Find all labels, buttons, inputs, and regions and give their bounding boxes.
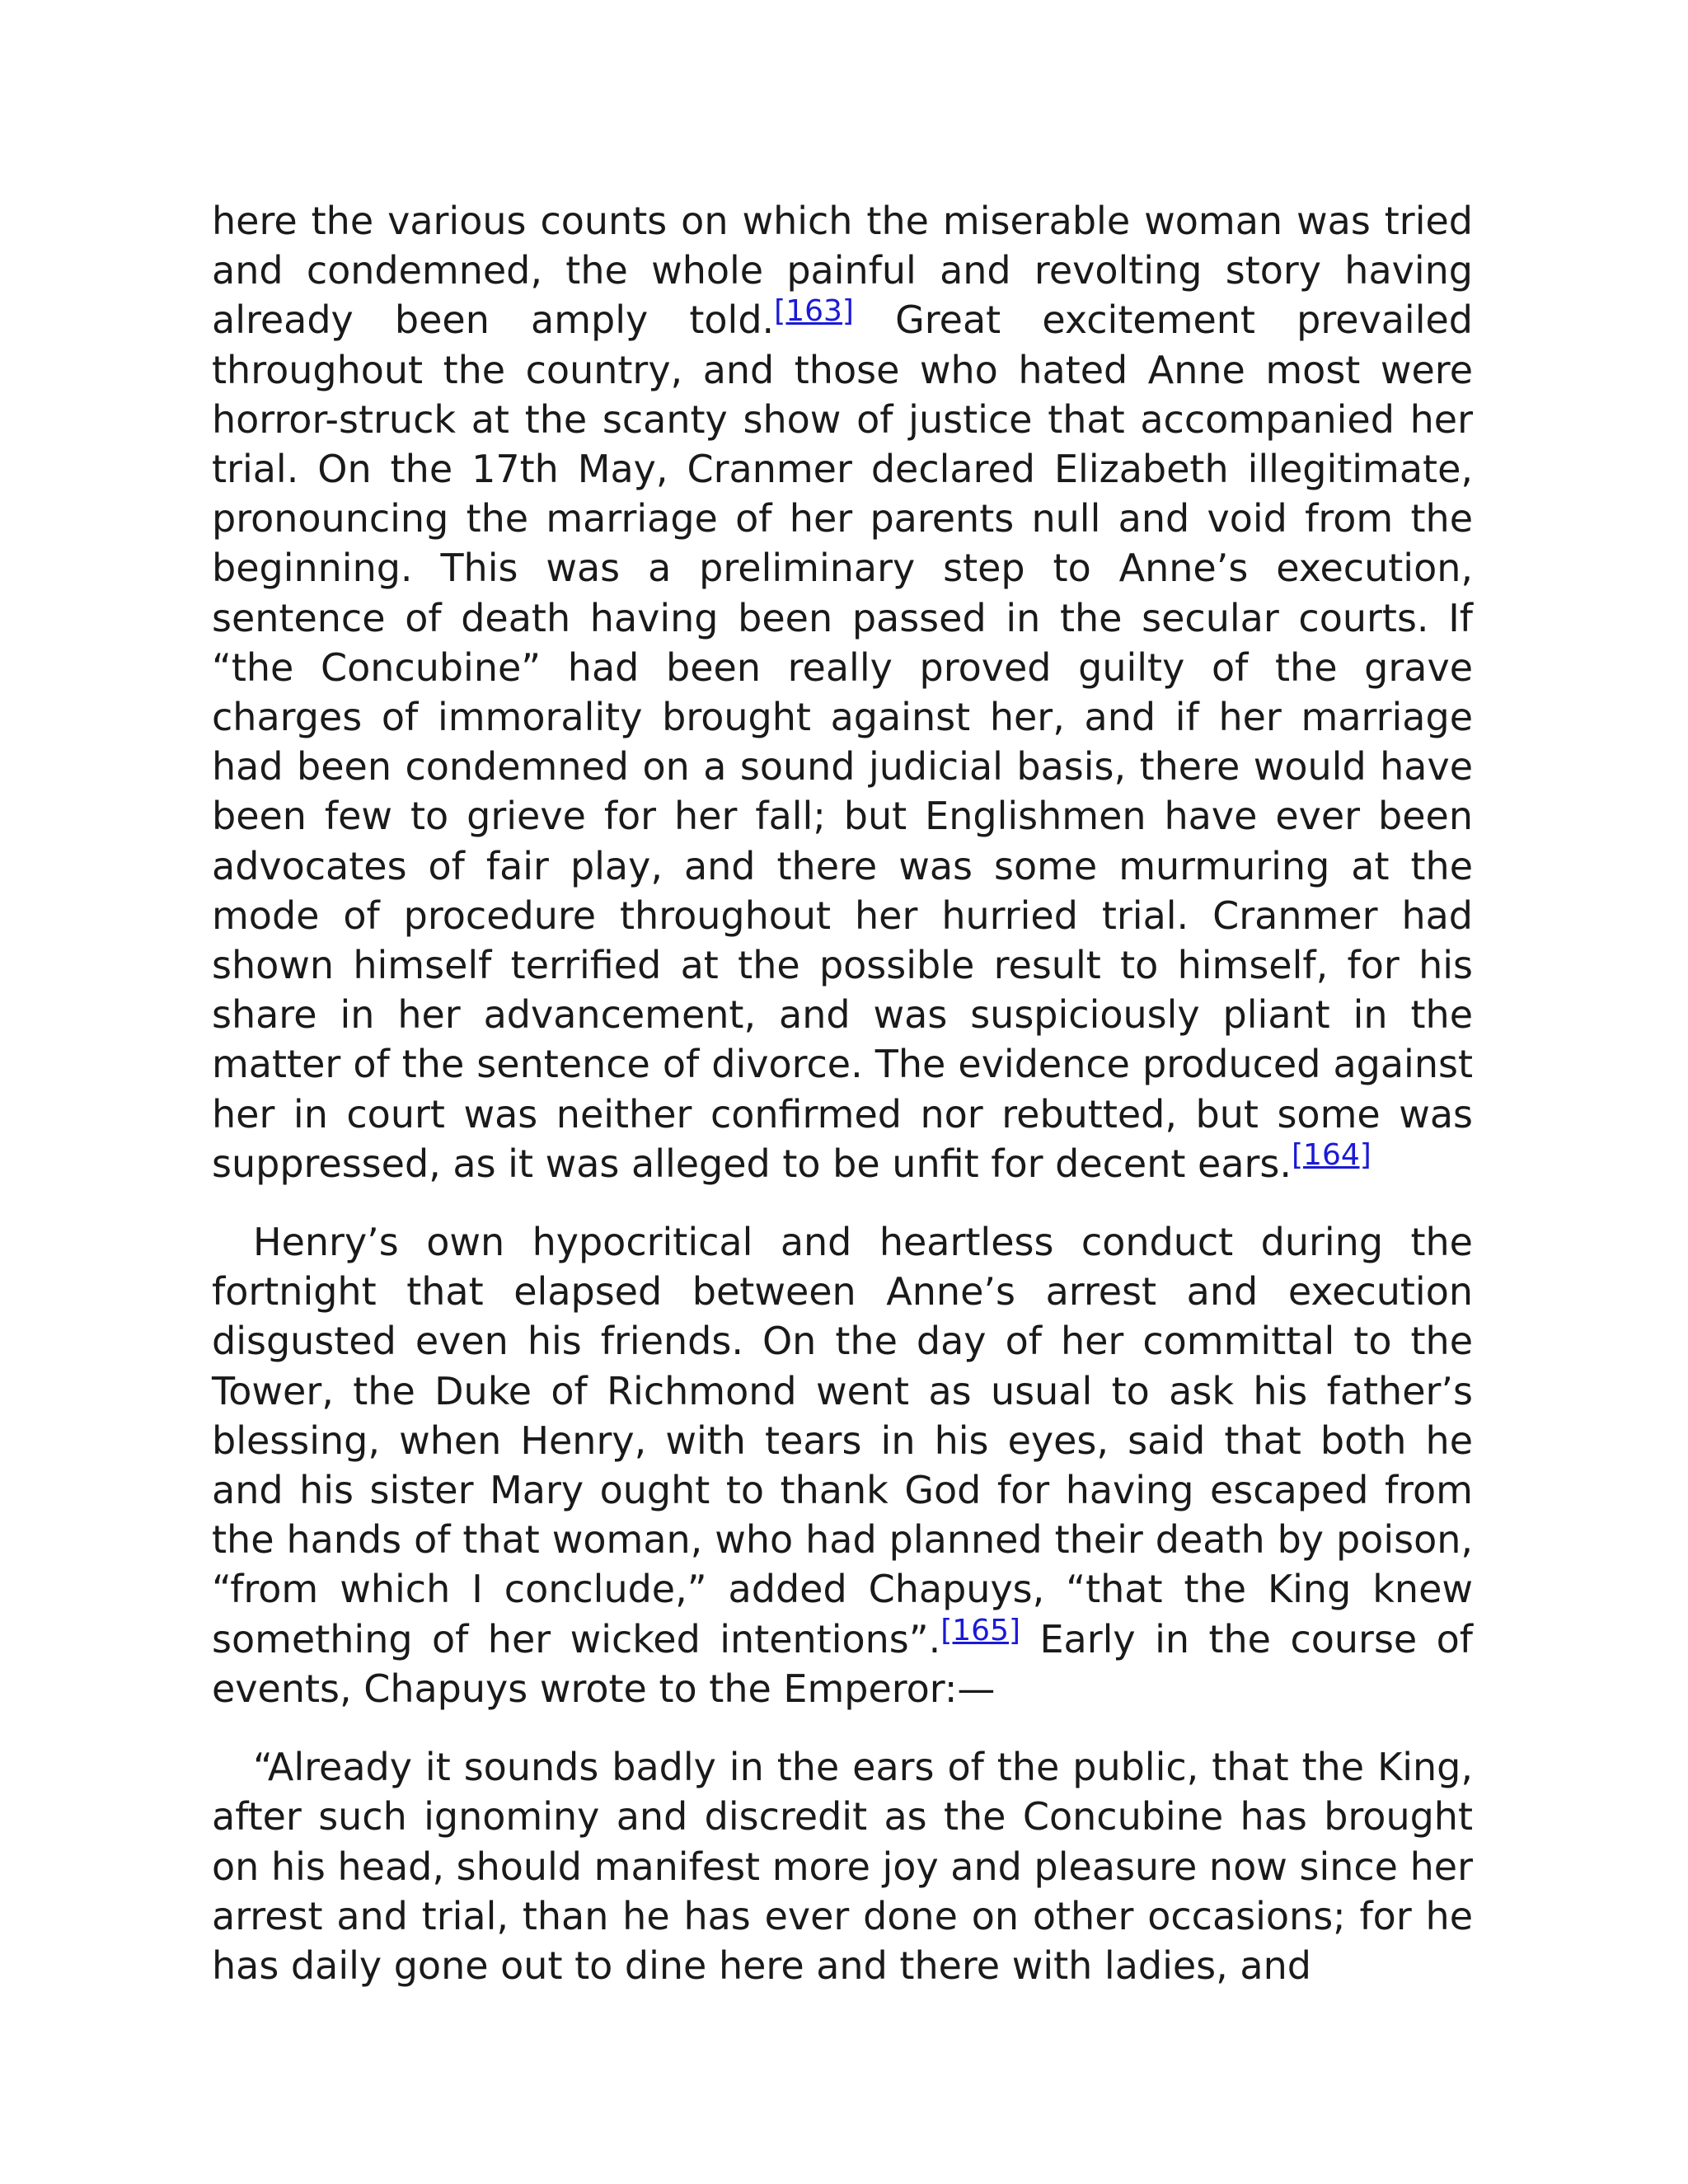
paragraph-2 — [212, 1217, 1473, 1713]
footnote-link-165[interactable]: [165] — [940, 1613, 1021, 1647]
paragraph-text: here the various counts on which the miserable woman was tried and condemned, the whole painful and revolting story having already been amply told. — [212, 199, 1473, 343]
paragraph-text: “Already it sounds badly in the ears of the public, that the King, after such ignominy and discredit as the Concubine has brought on his head, should manifest more joy and pleasure now since her arrest and trial, than he has ever done on other occasions; for he has daily gone out to dine here and there with ladies, and — [212, 1745, 1473, 1988]
paragraph-3-quotation — [212, 1742, 1473, 1990]
paragraph-1 — [212, 196, 1473, 1188]
paragraph-text: Henry’s own hypocritical and heartless conduct during the fortnight that elapsed between Anne’s arrest and execution disgusted even his friends. On the day of her committal to the Tower, the Duke of Richmond went as usual to ask his father’s blessing, when Henry, with tears in his eyes, said that both he and his sister Mary ought to thank God for having escaped from the hands of that woman, who had planned their death by poison, “from which I conclude,” added Chapuys, “that the King knew something of her wicked intentions”. — [212, 1220, 1473, 1661]
footnote-link-163[interactable]: [163] — [774, 294, 854, 329]
paragraph-text: Early in the course of events, Chapuys wrote to the Emperor:— — [212, 1616, 1473, 1711]
paragraph-text: Great excitement prevailed throughout the country, and those who hated Anne most were horror-struck at the scanty show of justice that accompanied her trial. On the 17th May, Cranmer declared Elizabeth illegitimate, pronouncing the marriage of her parents null and void from the beginning. This was a preliminary step to Anne’s execution, sentence of death having been passed in the secular courts. If “the Concubine” had been really proved guilty of the grave charges of immorality brought against her, and if her marriage had been condemned on a sound judicial basis, there would have been few to grieve for her fall; but Englishmen have ever been advocates of fair play, and there was some murmuring at the mode of procedure throughout her hurried trial. Cranmer had shown himself terrified at the possible result to himself, for his share in her advancement, and was suspiciously pliant in the matter of the sentence of divorce. The evidence produced against her in court was neither confirmed nor rebutted, but some was suppressed, as it was alleged to be unfit for decent ears. — [212, 298, 1473, 1186]
page-body — [212, 196, 1473, 1990]
footnote-link-164[interactable]: [164] — [1292, 1137, 1372, 1172]
